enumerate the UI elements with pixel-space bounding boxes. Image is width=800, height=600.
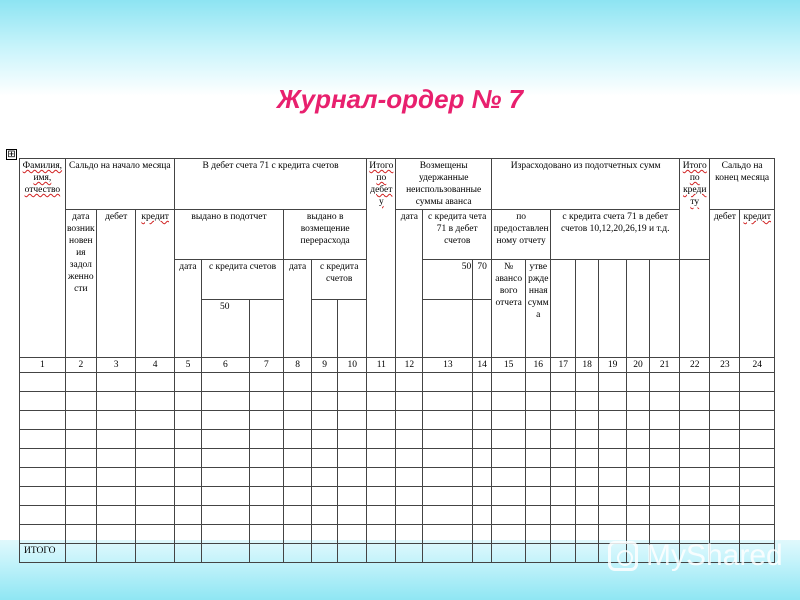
header-from-credit-accounts-2: с кредита счетов: [312, 260, 367, 300]
total-label: ИТОГО: [20, 544, 66, 563]
col-number: 8: [284, 358, 312, 373]
column-number-row: [20, 358, 775, 373]
table-row: [20, 411, 775, 430]
header-kredit: кредит: [136, 210, 175, 358]
col-number: 2: [65, 358, 96, 373]
table-row: [20, 468, 775, 487]
header-sub-13: [423, 300, 473, 358]
header-sub-18: [576, 260, 599, 358]
header-date: дата: [396, 210, 423, 358]
col-number: 20: [627, 358, 650, 373]
header-sub-7: [249, 300, 283, 358]
col-number: 7: [249, 358, 283, 373]
col-number: 13: [423, 358, 473, 373]
header-refunded: Возмещены удержанные неиспользованные суммы аванса: [396, 159, 492, 210]
header-issued-reimb: выдано в возмещение перерасхода: [284, 210, 367, 260]
col-number: 24: [740, 358, 775, 373]
col-number: 5: [174, 358, 201, 373]
header-date-3: дата: [284, 260, 312, 358]
header-sub-10: [338, 300, 367, 358]
col-number: 1: [20, 358, 66, 373]
expand-icon[interactable]: ⊞: [7, 149, 16, 160]
col-number: 4: [136, 358, 175, 373]
header-total-credit: Итого по кредиту: [680, 159, 710, 260]
header-saldo-end: Сальдо на конец месяца: [710, 159, 775, 210]
header-issued: выдано в подотчет: [174, 210, 283, 260]
col-number: 18: [576, 358, 599, 373]
col-number: 16: [526, 358, 551, 373]
col-number: 15: [492, 358, 526, 373]
col-number: 14: [473, 358, 492, 373]
col-number: 21: [649, 358, 679, 373]
header-total-credit-sub: [680, 260, 710, 358]
header-from-credit71-b: с кредита счета 71 в дебет счетов 10,12,20,26,19 и т.д.: [551, 210, 680, 260]
header-sub-14: [473, 300, 492, 358]
header-acc70: 70: [473, 260, 492, 300]
header-sub-21: [649, 260, 679, 358]
col-number: 3: [96, 358, 136, 373]
header-spent: Израсходовано из подотчетных сумм: [492, 159, 680, 210]
header-acc50: 50: [423, 260, 473, 300]
header-sub-20: [627, 260, 650, 358]
table-row: [20, 449, 775, 468]
header-debit71: В дебет счета 71 с кредита счетов: [174, 159, 366, 210]
header-advance-no: № авансового отчета: [492, 260, 526, 358]
col-number: 19: [599, 358, 627, 373]
header-date-issue: дата возникновения задолженности: [65, 210, 96, 358]
header-total-debit: Итого по дебету: [367, 159, 396, 358]
header-surname: Фамилия, имя, отчество: [20, 159, 66, 358]
table-row: [20, 392, 775, 411]
header-debet: дебет: [96, 210, 136, 358]
col-number: 17: [551, 358, 576, 373]
page-title: Журнал-ордер № 7: [276, 84, 524, 114]
header-sub-19: [599, 260, 627, 358]
table-row: [20, 487, 775, 506]
header-sub-17: [551, 260, 576, 358]
col-number: 22: [680, 358, 710, 373]
header-saldo-start: Сальдо на начало месяца: [65, 159, 174, 210]
header-date-2: дата: [174, 260, 201, 358]
header-acc50-b: 50: [201, 300, 249, 358]
col-number: 23: [710, 358, 740, 373]
col-number: 10: [338, 358, 367, 373]
header-debet-end: дебет: [710, 210, 740, 358]
watermark: [608, 536, 798, 576]
col-number: 9: [312, 358, 338, 373]
header-from-credit71: с кредита чета 71 в дебет счетов: [423, 210, 492, 260]
col-number: 6: [201, 358, 249, 373]
watermark-text: MyShared: [646, 539, 783, 572]
col-number: 11: [367, 358, 396, 373]
table-row: [20, 373, 775, 392]
header-approved-sum: утвержденная сумма: [526, 260, 551, 358]
header-per-report: по предоставленному отчету: [492, 210, 551, 260]
header-sub-9: [312, 300, 338, 358]
col-number: 12: [396, 358, 423, 373]
header-kredit-end: кредит: [740, 210, 775, 358]
header-from-credit-accounts: с кредита счетов: [201, 260, 283, 300]
table-row: [20, 506, 775, 525]
journal-order-table: [19, 158, 775, 563]
watermark-logo-icon: [608, 541, 638, 571]
table-row: [20, 430, 775, 449]
